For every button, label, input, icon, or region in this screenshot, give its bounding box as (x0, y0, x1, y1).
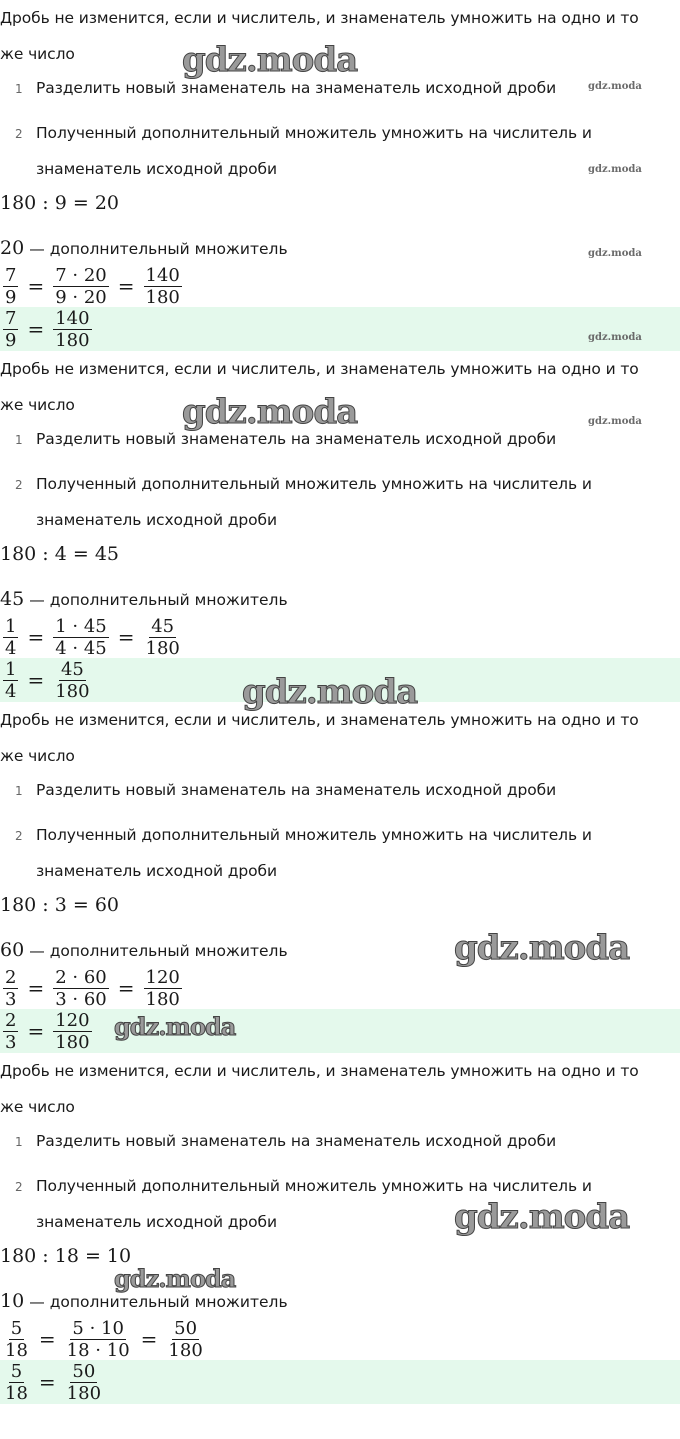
step-text: Полученный дополнительный множитель умножить на числитель и (36, 124, 592, 142)
fraction-expansion-row (0, 964, 185, 1012)
rule-text-continued: же число (0, 45, 75, 63)
step-text: Полученный дополнительный множитель умножить на числитель и (36, 1177, 592, 1195)
fraction: $\frac{1}{4}$ (5, 658, 17, 702)
solution-block (0, 702, 680, 1053)
rule-text: Дробь не изменится, если и числитель, и знаменатель умножить на одно и то (0, 1062, 639, 1080)
step-text: Разделить новый знаменатель на знаменатель исходной дроби (36, 781, 557, 799)
multiplier-value: 20 (0, 237, 25, 259)
multiplier-label: — дополнительный множитель (29, 240, 288, 258)
fraction-expansion-row (0, 262, 185, 310)
watermark: gdz.moda (114, 1012, 236, 1041)
multiplier-value: 10 (0, 1290, 25, 1312)
step-number: 2 (15, 1180, 23, 1194)
fraction: $\frac{5 \cdot 10}{18 \cdot 10}$ (66, 1317, 130, 1361)
equals-sign: = (27, 317, 45, 341)
fraction: $\frac{140}{180}$ (55, 307, 90, 351)
equals-sign: = (27, 1019, 45, 1043)
step-text-continued: знаменатель исходной дроби (36, 862, 277, 880)
equals-sign: = (27, 625, 45, 649)
fraction: $\frac{5}{18}$ (5, 1317, 28, 1361)
watermark: gdz.moda (242, 672, 418, 712)
fraction: $\frac{140}{180}$ (145, 264, 180, 308)
multiplier-value: 60 (0, 939, 25, 961)
step-number: 2 (15, 127, 23, 141)
answer-row (0, 307, 680, 351)
step-text-continued: знаменатель исходной дроби (36, 511, 277, 529)
multiplier-value: 45 (0, 588, 25, 610)
step-number: 2 (15, 478, 23, 492)
watermark: gdz.moda (114, 1264, 236, 1293)
watermark: gdz.moda (588, 81, 642, 92)
rule-text: Дробь не изменится, если и числитель, и знаменатель умножить на одно и то (0, 711, 639, 729)
division-equation: 180 : 18 = 10 (0, 1245, 132, 1267)
fraction-expansion-row (0, 1315, 208, 1363)
equals-sign: = (117, 976, 135, 1000)
rule-text: Дробь не изменится, если и числитель, и знаменатель умножить на одно и то (0, 9, 639, 27)
watermark: gdz.moda (588, 332, 642, 343)
rule-text-continued: же число (0, 747, 75, 765)
step-number: 2 (15, 829, 23, 843)
fraction: $\frac{45}{180}$ (55, 658, 90, 702)
fraction: $\frac{50}{180}$ (168, 1317, 203, 1361)
multiplier-line (0, 1290, 288, 1312)
equals-sign: = (140, 1327, 158, 1351)
watermark: gdz.moda (454, 928, 630, 968)
step-number: 1 (15, 1135, 23, 1149)
answer-row (0, 1009, 680, 1053)
fraction: $\frac{1 \cdot 45}{4 \cdot 45}$ (55, 615, 107, 659)
fraction: $\frac{1}{4}$ (5, 615, 17, 659)
step-text: Разделить новый знаменатель на знаменатель исходной дроби (36, 79, 557, 97)
equals-sign: = (27, 274, 45, 298)
equals-sign: = (38, 1370, 56, 1394)
fraction: $\frac{50}{180}$ (66, 1360, 102, 1404)
multiplier-label: — дополнительный множитель (29, 591, 288, 609)
step-text: Разделить новый знаменатель на знаменатель исходной дроби (36, 1132, 557, 1150)
fraction: $\frac{120}{180}$ (145, 966, 180, 1010)
watermark: gdz.moda (588, 164, 642, 175)
fraction: $\frac{45}{180}$ (145, 615, 180, 659)
step-number: 1 (15, 82, 23, 96)
fraction: $\frac{2 \cdot 60}{3 \cdot 60}$ (55, 966, 107, 1010)
equals-sign: = (117, 625, 135, 649)
equals-sign: = (27, 668, 45, 692)
watermark: gdz.moda (182, 392, 358, 432)
equals-sign: = (27, 976, 45, 1000)
multiplier-line (0, 588, 288, 610)
fraction: $\frac{2}{3}$ (5, 1009, 17, 1053)
fraction: $\frac{7}{9}$ (5, 264, 17, 308)
multiplier-label: — дополнительный множитель (29, 942, 288, 960)
step-text: Разделить новый знаменатель на знаменатель исходной дроби (36, 430, 557, 448)
equals-sign: = (38, 1327, 56, 1351)
step-text-continued: знаменатель исходной дроби (36, 1213, 277, 1231)
step-text: Полученный дополнительный множитель умножить на числитель и (36, 826, 592, 844)
multiplier-label: — дополнительный множитель (29, 1293, 288, 1311)
division-equation: 180 : 9 = 20 (0, 192, 120, 214)
answer-row (0, 1360, 680, 1404)
fraction: $\frac{120}{180}$ (55, 1009, 90, 1053)
rule-text-continued: же число (0, 1098, 75, 1116)
watermark: gdz.moda (454, 1197, 630, 1237)
fraction: $\frac{2}{3}$ (5, 966, 17, 1010)
step-text: Полученный дополнительный множитель умножить на числитель и (36, 475, 592, 493)
division-equation: 180 : 3 = 60 (0, 894, 120, 916)
equals-sign: = (117, 274, 135, 298)
fraction: $\frac{7 \cdot 20}{9 \cdot 20}$ (55, 264, 107, 308)
fraction: $\frac{7}{9}$ (5, 307, 17, 351)
multiplier-line (0, 939, 288, 961)
multiplier-line (0, 237, 288, 259)
rule-text: Дробь не изменится, если и числитель, и знаменатель умножить на одно и то (0, 360, 639, 378)
fraction-expansion-row (0, 613, 185, 661)
division-equation: 180 : 4 = 45 (0, 543, 120, 565)
rule-text-continued: же число (0, 396, 75, 414)
step-number: 1 (15, 433, 23, 447)
step-number: 1 (15, 784, 23, 798)
step-text-continued: знаменатель исходной дроби (36, 160, 277, 178)
watermark: gdz.moda (588, 416, 642, 427)
fraction: $\frac{5}{18}$ (5, 1360, 28, 1404)
watermark: gdz.moda (588, 248, 642, 259)
watermark: gdz.moda (182, 40, 358, 80)
